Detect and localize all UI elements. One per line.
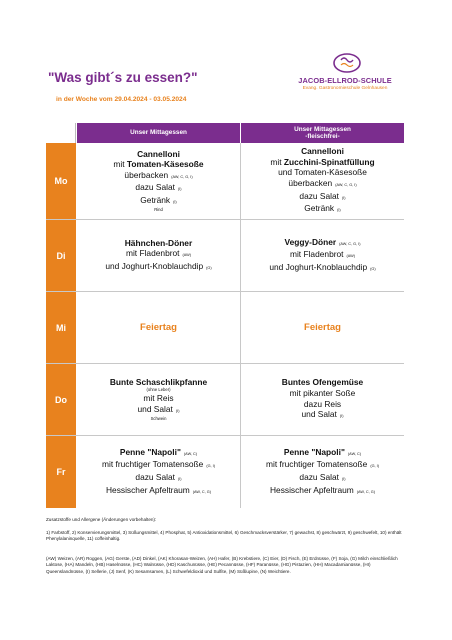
meal-cell: Bunte Schaschlikpfanne (ohne Leber) mit Reis und Salat (I) Schwein bbox=[77, 364, 241, 435]
week-range: in der Woche vom 29.04.2024 - 03.05.2024 bbox=[56, 96, 187, 103]
table-row-friday bbox=[46, 436, 404, 508]
meatless-meal-cell: Penne "Napoli" (AW, C) mit fruchtiger Tomatensoße (G, I) dazu Salat (I) Hessischer Apfeltraum (AW, C, G) bbox=[266, 446, 379, 495]
meal-cell: Hähnchen-Döner mit Fladenbrot (AW) und Joghurt-Knoblauchdip (G) bbox=[77, 220, 241, 291]
school-subtitle: Evang. Gastronomieschule Gelnhausen bbox=[302, 86, 388, 91]
table-row-monday bbox=[46, 143, 404, 220]
page-title: "Was gibt´s zu essen?" bbox=[48, 70, 198, 85]
header-corner bbox=[46, 123, 76, 143]
meal-cell: Penne "Napoli" (AW, C) mit fruchtiger Tomatensoße (G, I) dazu Salat (I) Hessischer Apfeltraum (AW, C, G) bbox=[77, 436, 241, 508]
column-header-meatless: Unser Mittagessen -fleischfrei- bbox=[241, 123, 404, 143]
holiday-label: Feiertag bbox=[304, 322, 341, 333]
table-row-tuesday bbox=[46, 220, 404, 292]
table-row-wednesday bbox=[46, 292, 404, 364]
footer-heading: Zusatzstoffe und Allergene (Änderungen vorbehalten): bbox=[46, 517, 157, 522]
school-logo bbox=[286, 52, 404, 102]
meatless-meal-cell: Buntes Ofengemüse mit pikanter Soße dazu Reis und Salat (I) bbox=[281, 377, 364, 420]
school-logo-icon bbox=[332, 52, 362, 74]
meatless-meal-cell: Veggy-Döner (AW, C, G, I) mit Fladenbrot (AW) und Joghurt-Knoblauchdip (G) bbox=[269, 236, 376, 272]
meal-cell: Cannelloni mit Tomaten-Käsesoße überbacken (AW, C, G, I) dazu Salat (I) Getränk (I) Rind bbox=[77, 143, 241, 219]
meal-cell bbox=[77, 292, 241, 363]
day-label: Di bbox=[46, 220, 76, 291]
day-label: Do bbox=[46, 364, 76, 435]
holiday-label: Feiertag bbox=[140, 322, 177, 333]
day-label: Fr bbox=[46, 436, 76, 508]
footer-additives: 1) Farbstoff, 2) Konservierungsmittel, 3) Süßungsmittel, 4) Phosphat, 5) Antioxidationsmittel, 6) Geschmacksverstärker, 7) gewachst, 8) geschwärzt, 9) geschwefelt, 10) enthält Phenylalaninquelle, 11) coffeinhaltig. bbox=[46, 530, 402, 542]
day-label: Mo bbox=[46, 143, 76, 219]
meatless-meal-cell bbox=[241, 292, 404, 363]
footer-allergens: (AW) Weizen, (AR) Roggen, (AG) Gerste, (AD) Dinkel, (AK) Khorasan-Weizen, (AH) Hafer, (B) Krebstiere, (C) Eier, (D) Fisch, (E) Erdnüsse, (F) Soja, (G) Milch einschließlich Laktose, (HA) Mandeln, (HB) Haselnüsse, (HC) Walnüsse, (HD) Kaschunüsse, (HE) Pecannüsse, (HF) Paranüsse, (HG) Pistazien, (HH) Macadamianüsse, (HI) Queenslandnüsse, (I) Sellerie, (J) Senf, (K) Sesamsamen, (L) Schwefeldioxid und Sulfite, (M) Süßlupine, (N) Weichtiere. bbox=[46, 556, 398, 574]
day-label: Mi bbox=[46, 292, 76, 363]
meatless-meal-cell: Cannelloni mit Zucchini-Spinatfüllung und Tomaten-Käsesoße überbacken (AW, C, G, I) dazu Salat (I) Getränk (I) bbox=[270, 146, 375, 214]
table-row-thursday bbox=[46, 364, 404, 436]
column-header-meal: Unser Mittagessen bbox=[77, 123, 240, 143]
school-name: JACOB-ELLROD-SCHULE bbox=[298, 76, 392, 85]
menu-table bbox=[46, 123, 404, 508]
